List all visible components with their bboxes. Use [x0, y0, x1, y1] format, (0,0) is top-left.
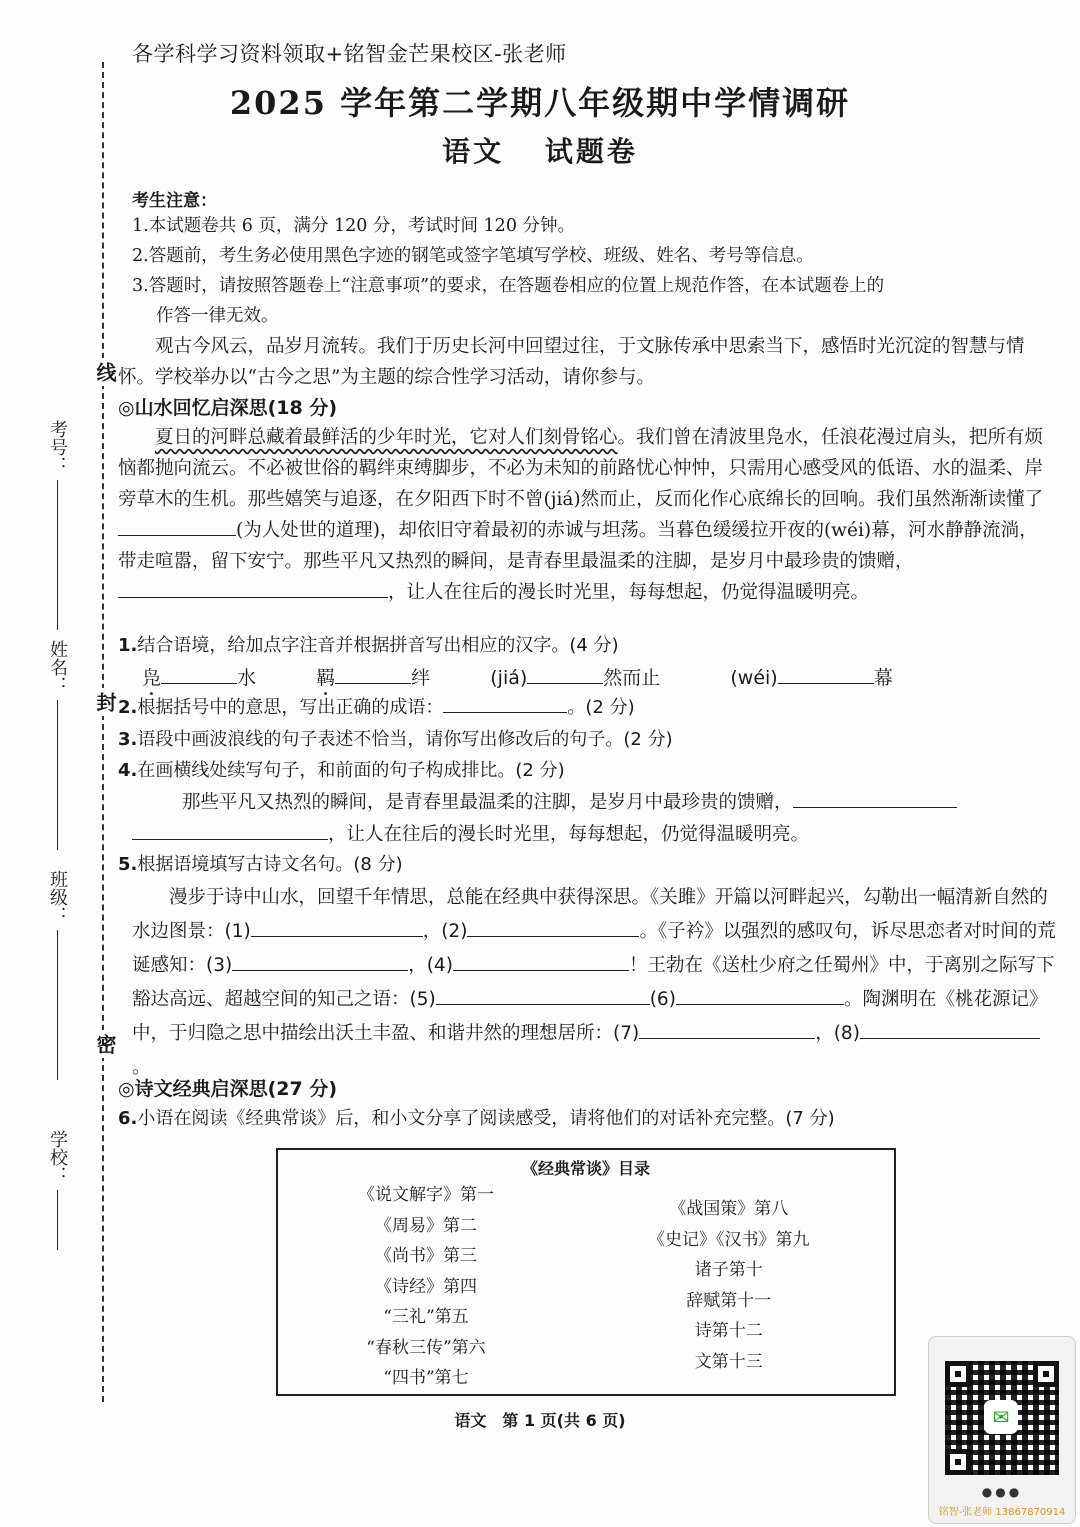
exam-title: 2025 学年第二学期八年级期中学情调研	[229, 84, 851, 122]
q2-blank[interactable]	[443, 694, 567, 713]
q5-blank-5[interactable]	[436, 986, 650, 1006]
wechat-icon: ✉	[984, 1400, 1018, 1434]
question-6	[118, 1103, 1056, 1135]
watermark-text: 各学科学习资料领取+铭智金芒果校区-张老师	[132, 42, 567, 66]
q1-blank-1[interactable]	[161, 664, 237, 684]
field-class-label: 班级：	[47, 870, 68, 924]
qr-finder-icon	[1033, 1361, 1059, 1387]
question-number: 1.	[118, 635, 138, 656]
field-class[interactable]	[44, 870, 70, 1080]
q5-text-b: ，(2)	[422, 921, 468, 942]
toc-right-column	[648, 1194, 810, 1377]
toc-item: 文第十三	[694, 1351, 763, 1372]
toc-item: 诗第十二	[694, 1321, 763, 1341]
question-text: 语段中画波浪线的句子表述不恰当，请你写出修改后的句子。(2 分)	[137, 729, 673, 750]
notice-item: 作答一律无效。	[156, 306, 279, 326]
toc-item: 《尚书》第三	[375, 1246, 477, 1266]
paper-label: 试题卷	[544, 135, 638, 168]
subject-label: 语文	[442, 135, 505, 168]
q1-char-1b: 水	[237, 667, 257, 689]
q1-char-2b: 绊	[411, 667, 431, 689]
page-footer: 语文 第 1 页(共 6 页)	[454, 1411, 626, 1430]
notice-item: 3.答题时，请按照答题卷上“注意事项”的要求，在答题卷相应的位置上规范作答，在本试题卷上的	[132, 276, 885, 296]
qr-finder-icon	[945, 1449, 971, 1475]
toc-box	[276, 1148, 896, 1396]
q5-text-h: ，(8)	[815, 1023, 860, 1044]
q1-blank-3[interactable]	[527, 664, 603, 684]
q5-blank-4[interactable]	[453, 952, 629, 972]
idiom-blank[interactable]	[118, 517, 236, 537]
question-2	[118, 692, 1056, 724]
q5-blank-6[interactable]	[676, 986, 844, 1006]
q1-char-2: 羁	[316, 667, 336, 689]
q5-text-g: 。陶渊明在《桃花源记》中，于归隐之思中描绘出沃土丰盈、和谐井然的理想居所：(7)	[132, 989, 1048, 1044]
question-text: 小语在阅读《经典常谈》后，和小文分享了阅读感受，请将他们的对话补充完整。(7 分)	[137, 1108, 835, 1129]
toc-left-column	[358, 1180, 494, 1394]
exam-subtitle	[0, 130, 1080, 170]
q5-text-a: 漫步于诗中山水，回望千年情思，总能在经典中获得深思。《关雎》开篇以河畔起兴，勾勒出一幅清新自然的水边图景：(1)	[132, 887, 1048, 942]
question-number: 5.	[118, 854, 138, 875]
toc-item: 辞赋第十一	[686, 1290, 772, 1311]
passage-part-2: (为人处世的道理)，却依旧守着最初的赤诚与坦荡。当暮色缓缓拉开夜的(wéi)幕，河水静静流淌，带走喧嚣，留下安宁。那些平凡又热烈的瞬间，是青春里最温柔的注脚，是岁月中最珍贵的馈赠，	[118, 520, 1038, 572]
question-1	[118, 630, 1056, 700]
q1-word-2: 幕	[873, 667, 893, 689]
parallel-blank[interactable]	[118, 579, 388, 599]
question-score: 。(2 分)	[567, 697, 635, 718]
q4-blank-a[interactable]	[793, 789, 957, 809]
field-name-label: 姓名：	[47, 640, 68, 694]
q4-line-2: ，让人在往后的漫长时光里，每每想起，仍觉得温暖明亮。	[328, 824, 810, 845]
toc-item: “四书”第七	[383, 1368, 469, 1388]
question-number: 2.	[118, 697, 138, 718]
field-exam-number[interactable]	[44, 420, 70, 630]
toc-item: 《说文解字》第一	[358, 1185, 494, 1205]
field-school-label: 学校：	[47, 1130, 68, 1184]
field-class-line	[57, 930, 58, 1080]
toc-item: 《史记》《汉书》第九	[648, 1229, 810, 1250]
notice-heading: 考生注意：	[132, 191, 217, 211]
more-dots-icon: ●●●	[981, 1485, 1023, 1499]
notice-item: 2.答题前，考生务必使用黑色字迹的钢笔或签字笔填写学校、班级、姓名、考号等信息。	[132, 246, 814, 266]
question-number: 4.	[118, 760, 138, 781]
toc-item: 《诗经》第四	[375, 1276, 477, 1297]
question-text: 结合语境，给加点字注音并根据拼音写出相应的汉字。(4 分)	[137, 635, 619, 656]
toc-item: 诸子第十	[694, 1260, 763, 1280]
toc-item: “三礼”第五	[383, 1307, 469, 1327]
field-school-line	[57, 1190, 58, 1250]
q5-text-c: 。《子衿》以强烈的感叹句，诉尽思恋者对时间的荒诞感知：(3)	[132, 921, 1056, 976]
question-number: 3.	[118, 729, 138, 750]
q1-blank-2[interactable]	[335, 664, 411, 684]
wavy-sentence: 夏日的河畔总藏着最鲜活的少年时光，它对人们刻骨铭心	[155, 427, 618, 448]
q4-line-1: 那些平凡又热烈的瞬间，是青春里最温柔的注脚，是岁月中最珍贵的馈赠，	[182, 792, 793, 813]
seal-char-seal: 封	[91, 688, 120, 716]
seal-dashed-line	[102, 62, 104, 1402]
q5-blank-7[interactable]	[639, 1020, 815, 1040]
notice-block	[118, 186, 1056, 331]
qr-caption: 铭智-张老师 13867870914	[938, 1507, 1066, 1518]
field-name-line	[57, 700, 58, 850]
q4-stem-2	[132, 819, 1056, 851]
question-text: 根据括号中的意思，写出正确的成语：	[137, 697, 444, 718]
q5-text-d: ，(4)	[408, 955, 453, 976]
toc-item: “春秋三传”第六	[366, 1337, 486, 1358]
question-number: 6.	[118, 1108, 138, 1129]
q4-blank-b[interactable]	[132, 821, 328, 841]
q1-blank-4[interactable]	[778, 664, 874, 684]
seal-char-secret: 密	[91, 1030, 120, 1058]
toc-item: 《战国策》第八	[669, 1199, 789, 1219]
qr-finder-icon	[945, 1361, 971, 1387]
qr-code-card[interactable]	[928, 1336, 1076, 1524]
notice-item: 1.本试题卷共 6 页，满分 120 分，考试时间 120 分钟。	[132, 216, 576, 236]
q5-text-e: ！王勃在《送杜少府之任蜀州》中，于离别之际写下豁达高远、超越空间的知己之语：(5)	[132, 955, 1055, 1010]
field-school[interactable]	[44, 1130, 70, 1250]
q1-char-1: 凫	[142, 667, 162, 689]
q5-blank-2[interactable]	[467, 918, 639, 938]
q5-passage	[132, 881, 1056, 1085]
q5-text-i: 。	[132, 1057, 151, 1078]
q5-blank-8[interactable]	[860, 1020, 1040, 1040]
question-text: 在画横线处续写句子，和前面的句子构成排比。(2 分)	[137, 760, 565, 781]
seal-char-line: 线	[91, 358, 120, 386]
question-text: 根据语境填写古诗文名句。(8 分)	[137, 854, 403, 875]
question-3	[118, 724, 1056, 756]
q1-pinyin-2: (wéi)	[730, 667, 778, 689]
q5-blank-3[interactable]	[232, 952, 408, 972]
toc-item: 《周易》第二	[375, 1215, 477, 1236]
intro-paragraph: 观古今风云，品岁月流转。我们于历史长河中回望过往，于文脉传承中思索当下，感悟时光沉淀的智慧与情怀。学校举办以“古今之思”为主题的综合性学习活动，请你参与。	[118, 336, 1025, 388]
field-exam-number-line	[57, 480, 58, 630]
q1-word-1: 然而止	[603, 667, 661, 689]
section-title-2: ◎诗文经典启深思(27 分)	[118, 1078, 338, 1100]
question-4	[118, 755, 1056, 851]
reading-passage	[118, 422, 1056, 608]
section-title-1: ◎山水回忆启深思(18 分)	[118, 397, 338, 419]
field-name[interactable]	[44, 640, 70, 850]
q4-stem	[182, 787, 1056, 819]
q5-text-f: (6)	[649, 989, 676, 1010]
q5-blank-1[interactable]	[251, 918, 423, 938]
passage-part-3: ，让人在往后的漫长时光里，每每想起，仍觉得温暖明亮。	[388, 582, 870, 603]
q1-pinyin-1: (jiá)	[490, 667, 528, 689]
field-exam-number-label: 考号：	[47, 420, 68, 474]
passage-part-1: 。我们曾在清波里凫水，任浪花漫过肩头，把所有烦恼都抛向流云。不必被世俗的羁绊束缚脚步，不必为未知的前路忧心忡忡，只需用心感受风的低语、水的温柔、岸旁草木的生机。那些嬉笑与追逐，在夕阳西下时不曾(jiá)然而止，反而化作心底绵长的回响。我们虽然渐渐读懂了	[118, 427, 1044, 510]
toc-title: 《经典常谈》目录	[521, 1159, 650, 1178]
question-5	[118, 849, 1056, 1085]
